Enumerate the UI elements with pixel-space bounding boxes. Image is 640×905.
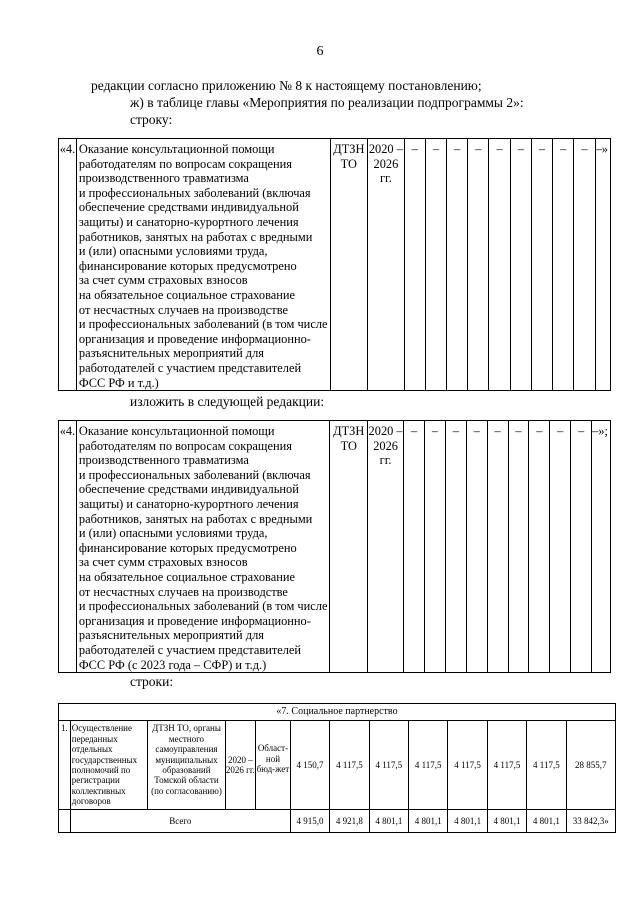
- paragraph-text: строку:: [130, 112, 173, 127]
- description-line: от несчастных случаев на производстве: [78, 302, 288, 317]
- row-description: [76, 421, 330, 673]
- row-description: [76, 139, 330, 391]
- amount-cell: 4 801,1: [409, 809, 448, 832]
- row-value: –: [508, 421, 529, 673]
- description-line: работодателей с участием представителей: [78, 360, 302, 375]
- description-line: работодателям по вопросам сокращения: [78, 438, 292, 453]
- paragraph-text: изложить в следующей редакции:: [130, 394, 325, 409]
- description-line: защиты) и санаторно-курортного лечения: [78, 496, 299, 511]
- row-value: –: [571, 421, 592, 673]
- table-row: [59, 704, 616, 721]
- description-line: производственного травматизма: [78, 171, 249, 186]
- description-line: разъяснительных мероприятий для: [78, 346, 264, 361]
- amount-cell: 4 801,1: [448, 809, 487, 832]
- paragraph-text: ж) в таблице главы «Мероприятия по реализации подпрограммы 2»:: [130, 95, 524, 110]
- description-line: от несчастных случаев на производстве: [78, 584, 288, 599]
- row-value: –: [466, 421, 487, 673]
- social-partnership-table: [58, 703, 616, 833]
- total-label: Всего: [70, 809, 290, 832]
- description-line: ФСС РФ (с 2023 года – СФР) и т.д.): [78, 657, 267, 672]
- funding-source: Област-ной бюд-жет: [256, 721, 291, 809]
- amount-cell: 4 117,5: [448, 721, 487, 809]
- amount-cell: 4 801,1: [369, 809, 408, 832]
- description-line: и профессиональных заболеваний (включая: [78, 467, 311, 482]
- description-line: работников, занятых на работах с вредными: [78, 511, 313, 526]
- description-line: Оказание консультационной помощи: [78, 142, 275, 156]
- description-line: за счет сумм страховых взносов: [78, 555, 248, 570]
- amount-cell: 4 117,5: [369, 721, 408, 809]
- table-row: [59, 721, 616, 809]
- new-row-table: [58, 420, 611, 673]
- row-value: –: [531, 139, 552, 391]
- row-value: –: [425, 421, 446, 673]
- description-line: обеспечение средствами индивидуальной: [78, 200, 299, 215]
- row-value: –: [550, 421, 571, 673]
- empty-cell: [59, 809, 71, 832]
- paragraph-text: строки:: [130, 674, 174, 689]
- description-line: финансирование которых предусмотрено: [78, 258, 297, 273]
- row-period: 2020 – 2026 гг.: [368, 139, 404, 391]
- amount-total-cell: 33 842,3»: [566, 809, 615, 832]
- row-value: –: [468, 139, 489, 391]
- row-value: –: [553, 139, 574, 391]
- row-number: «4.: [59, 139, 77, 391]
- row-value: –: [487, 421, 508, 673]
- table-row-total: [59, 809, 616, 832]
- amount-cell: 4 150,7: [290, 721, 329, 809]
- section-header: «7. Социальное партнерство: [59, 704, 616, 721]
- description-line: Оказание консультационной помощи: [78, 424, 275, 438]
- old-row-table: [58, 138, 611, 391]
- amount-cell: 4 117,5: [527, 721, 566, 809]
- amount-cell: 4 117,5: [330, 721, 369, 809]
- amount-cell: 4 117,5: [487, 721, 526, 809]
- description-line: и (или) опасными условиями труда,: [78, 526, 268, 541]
- executor-note: (по согласованию): [151, 785, 222, 796]
- description-line: работников, занятых на работах с вредными: [78, 229, 313, 244]
- paragraph-text: редакции согласно приложению № 8 к настоящему постановлению;: [91, 78, 482, 93]
- description-line: организация и проведение информационно-: [78, 331, 311, 346]
- description-line: работодателей с участием представителей: [78, 642, 302, 657]
- description-line: обеспечение средствами индивидуальной: [78, 482, 299, 497]
- description-line: и профессиональных заболеваний (включая: [78, 185, 311, 200]
- description-line: организация и проведение информационно-: [78, 613, 311, 628]
- description-line: и профессиональных заболеваний (в том числе: [78, 599, 328, 614]
- amount-total-cell: 28 855,7: [566, 721, 615, 809]
- amount-cell: 4 117,5: [409, 721, 448, 809]
- table-row: [59, 421, 611, 673]
- description-line: финансирование которых предусмотрено: [78, 540, 297, 555]
- row-executor: ДТЗН ТО: [330, 139, 368, 391]
- row-period: 2020 – 2026 гг.: [368, 421, 404, 673]
- description-line: и профессиональных заболеваний (в том числе: [78, 317, 328, 332]
- row-value: –: [574, 139, 595, 391]
- description-line: работодателям по вопросам сокращения: [78, 156, 292, 171]
- activity-executor: [148, 721, 225, 809]
- row-value: –: [404, 421, 425, 673]
- description-line: и (или) опасными условиями труда,: [78, 244, 268, 259]
- description-line: разъяснительных мероприятий для: [78, 628, 264, 643]
- description-line: производственного травматизма: [78, 453, 249, 468]
- row-value: –: [447, 139, 468, 391]
- amount-cell: 4 801,1: [527, 809, 566, 832]
- description-line: на обязательное социальное страхование: [78, 287, 296, 302]
- activity-name: Осуществление переданных отдельных государственных полномочий по регистрации коллективных договоров: [70, 721, 148, 809]
- row-number: 1.: [59, 721, 71, 809]
- row-value: –: [425, 139, 446, 391]
- page-number: 6: [316, 44, 324, 59]
- table-row: [59, 139, 611, 391]
- amount-cell: 4 921,8: [330, 809, 369, 832]
- row-number: «4.: [59, 421, 77, 673]
- description-line: ФСС РФ и т.д.): [78, 375, 159, 390]
- row-executor: ДТЗН ТО: [330, 421, 368, 673]
- row-value: –: [445, 421, 466, 673]
- row-value-last: –»: [595, 139, 610, 391]
- row-value: –: [529, 421, 550, 673]
- description-line: за счет сумм страховых взносов: [78, 273, 248, 288]
- description-line: защиты) и санаторно-курортного лечения: [78, 214, 299, 229]
- row-value: –: [404, 139, 425, 391]
- row-value: –: [489, 139, 510, 391]
- row-value-last: –»;: [592, 421, 611, 673]
- executor-text: ДТЗН ТО, органы местного самоуправления муниципальных образований Томской области: [152, 723, 221, 786]
- amount-cell: 4 915,0: [290, 809, 329, 832]
- activity-period: 2020 – 2026 гг.: [225, 721, 255, 809]
- description-line: на обязательное социальное страхование: [78, 569, 295, 584]
- row-value: –: [510, 139, 531, 391]
- amount-cell: 4 801,1: [487, 809, 526, 832]
